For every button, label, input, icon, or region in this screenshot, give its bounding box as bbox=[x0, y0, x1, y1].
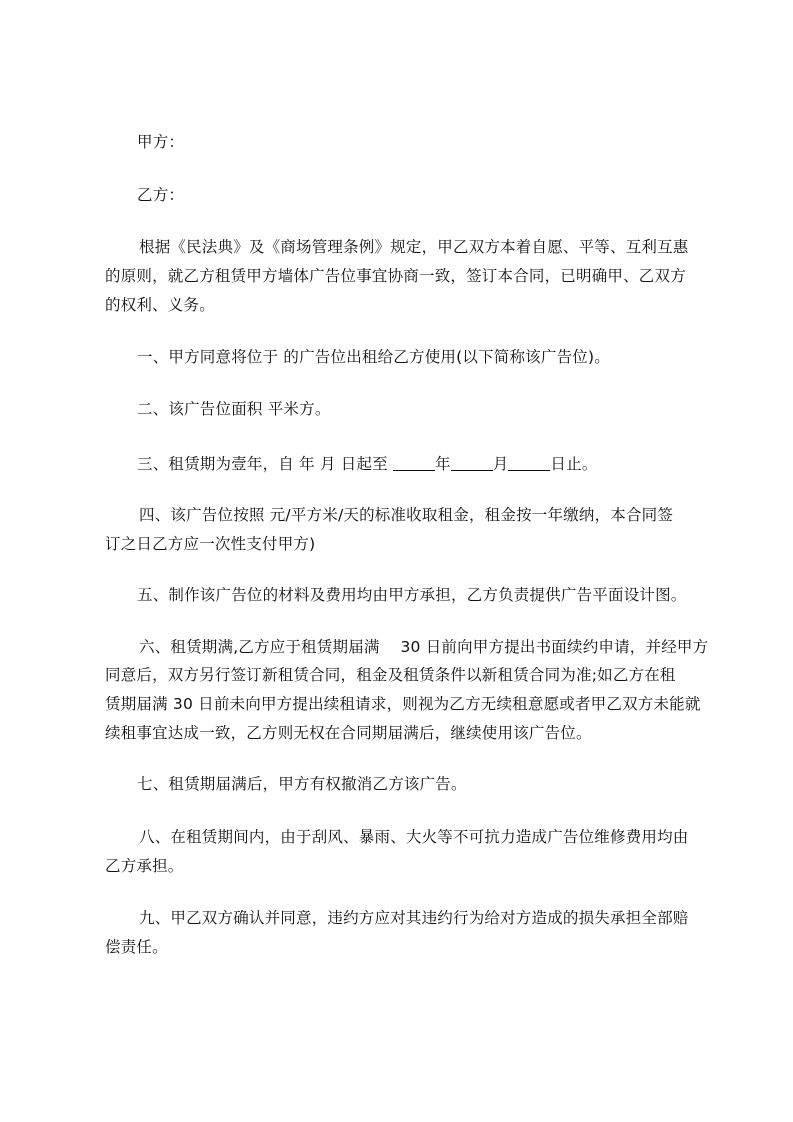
clause-3 bbox=[137, 452, 598, 474]
clause-4-line-1: 四、该广告位按照 元/平方米/天的标准收取租金，租金按一年缴纳，本合同签 bbox=[139, 506, 674, 524]
clause-6-line-4: 续租事宜达成一致，乙方则无权在合同期届满后，继续使用该广告位。 bbox=[105, 724, 592, 742]
party-a-label: 甲方： bbox=[137, 133, 185, 151]
clause-9-line-2: 偿责任。 bbox=[105, 938, 168, 956]
clause-6-line-3: 赁期届满 30 日前未向甲方提出续租请求，则视为乙方无续租意愿或者甲乙双方未能就 bbox=[105, 695, 701, 713]
clause-5: 五、制作该广告位的材料及费用均由甲方承担，乙方负责提供广告平面设计图。 bbox=[137, 586, 687, 604]
clause-2: 二、该广告位面积 平米方。 bbox=[137, 400, 331, 418]
intro-line-2: 的原则，就乙方租赁甲方墙体广告位事宜协商一致，签订本合同，已明确甲、乙双方 bbox=[105, 267, 686, 285]
clause-3-prefix: 三、租赁期为壹年，自 年 月 日起至 bbox=[137, 455, 394, 473]
blank-day bbox=[508, 454, 550, 471]
clause-8-line-2: 乙方承担。 bbox=[105, 857, 184, 875]
clause-3-year: 年 bbox=[435, 455, 451, 473]
clause-6-line-1: 六、租赁期满,乙方应于租赁期届满 30 日前向甲方提出书面续约申请，并经甲方 bbox=[139, 638, 709, 656]
clause-7: 七、租赁期届满后，甲方有权撤消乙方该广告。 bbox=[137, 775, 467, 793]
clause-6-line-2: 同意后，双方另行签订新租赁合同，租金及租赁条件以新租赁合同为准;如乙方在租 bbox=[105, 666, 676, 684]
clause-3-month: 月 bbox=[492, 455, 509, 473]
blank-year bbox=[393, 454, 435, 471]
blank-month bbox=[451, 454, 493, 471]
clause-3-day-end: 日止。 bbox=[550, 455, 598, 473]
intro-line-1: 根据《民法典》及《商场管理条例》规定，甲乙双方本着自愿、平等、互利互惠 bbox=[139, 238, 689, 256]
clause-8-line-1: 八、在租赁期间内，由于刮风、暴雨、大火等不可抗力造成广告位维修费用均由 bbox=[139, 828, 689, 846]
intro-line-3: 的权利、义务。 bbox=[105, 296, 215, 314]
clause-1: 一、甲方同意将位于 的广告位出租给乙方使用(以下简称该广告位)。 bbox=[137, 348, 610, 366]
clause-9-line-1: 九、甲乙双方确认并同意，违约方应对其违约行为给对方造成的损失承担全部赔 bbox=[139, 909, 689, 927]
party-b-label: 乙方： bbox=[137, 186, 185, 204]
clause-4-line-2: 订之日乙方应一次性支付甲方) bbox=[105, 535, 316, 553]
